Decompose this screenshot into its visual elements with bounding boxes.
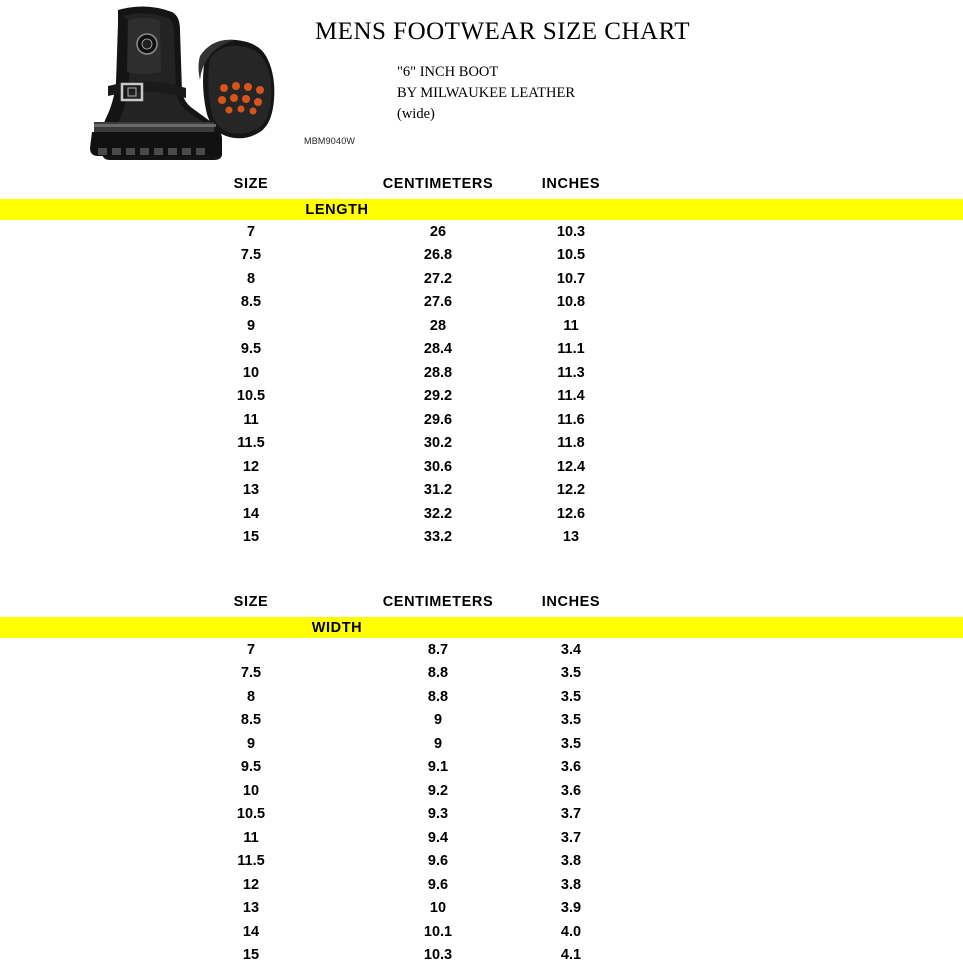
row-pad-right — [618, 638, 963, 662]
cell-inches: 12.6 — [524, 502, 618, 526]
row-pad-right — [618, 826, 963, 850]
table-row — [0, 873, 963, 897]
cell-inches: 10.8 — [524, 291, 618, 315]
cell-size: 9.5 — [150, 338, 352, 362]
band-label-width: WIDTH — [150, 617, 524, 638]
cell-size: 7.5 — [150, 662, 352, 686]
length-band-row — [0, 199, 963, 220]
row-pad-left — [0, 826, 150, 850]
row-pad-left — [0, 432, 150, 456]
cell-centimeters: 9.3 — [352, 803, 524, 827]
row-pad-left — [0, 267, 150, 291]
table-row — [0, 385, 963, 409]
boot-photo — [88, 2, 303, 174]
row-pad-right — [618, 850, 963, 874]
row-pad-left — [0, 850, 150, 874]
cell-centimeters: 26.8 — [352, 244, 524, 268]
row-pad-right — [618, 779, 963, 803]
band-pad-inches — [524, 199, 618, 220]
row-pad-left — [0, 314, 150, 338]
cell-centimeters: 9.2 — [352, 779, 524, 803]
subtitle-block — [397, 62, 900, 125]
table-row — [0, 685, 963, 709]
row-pad-right — [618, 220, 963, 244]
cell-inches: 11.3 — [524, 361, 618, 385]
table-row — [0, 756, 963, 780]
table-row — [0, 502, 963, 526]
row-pad-right — [618, 526, 963, 550]
table-row — [0, 361, 963, 385]
row-pad-left — [0, 803, 150, 827]
model-code: MBM9040W — [304, 136, 355, 146]
cell-centimeters: 27.2 — [352, 267, 524, 291]
cell-inches: 11.4 — [524, 385, 618, 409]
row-pad-right — [618, 502, 963, 526]
cell-centimeters: 8.8 — [352, 662, 524, 686]
page-title: MENS FOOTWEAR SIZE CHART — [300, 18, 705, 46]
row-pad-left — [0, 662, 150, 686]
table-row — [0, 432, 963, 456]
spacer-cell — [618, 594, 963, 617]
cell-size: 14 — [150, 502, 352, 526]
row-pad-left — [0, 779, 150, 803]
cell-size: 8 — [150, 685, 352, 709]
row-pad-left — [0, 385, 150, 409]
subtitle-line-1: "6" INCH BOOT — [397, 62, 900, 83]
row-pad-left — [0, 638, 150, 662]
table-row — [0, 826, 963, 850]
table-row — [0, 338, 963, 362]
table-row — [0, 479, 963, 503]
cell-inches: 3.7 — [524, 803, 618, 827]
cell-centimeters: 29.6 — [352, 408, 524, 432]
column-header-size: SIZE — [150, 594, 352, 617]
table-row — [0, 314, 963, 338]
cell-inches: 3.5 — [524, 662, 618, 686]
band-pad-right — [618, 617, 963, 638]
cell-size: 7 — [150, 220, 352, 244]
cell-centimeters: 8.8 — [352, 685, 524, 709]
table-row — [0, 850, 963, 874]
cell-size: 15 — [150, 944, 352, 967]
table-row — [0, 662, 963, 686]
cell-centimeters: 8.7 — [352, 638, 524, 662]
row-pad-right — [618, 338, 963, 362]
row-pad-left — [0, 756, 150, 780]
cell-size: 10 — [150, 779, 352, 803]
cell-size: 11 — [150, 408, 352, 432]
table-row — [0, 526, 963, 550]
cell-inches: 11 — [524, 314, 618, 338]
row-pad-right — [618, 361, 963, 385]
column-header-inches: INCHES — [524, 594, 618, 617]
cell-centimeters: 26 — [352, 220, 524, 244]
cell-centimeters: 10.3 — [352, 944, 524, 967]
subtitle-line-3: (wide) — [397, 104, 900, 125]
row-pad-left — [0, 526, 150, 550]
title-block — [300, 18, 900, 125]
cell-inches: 12.4 — [524, 455, 618, 479]
row-pad-left — [0, 479, 150, 503]
row-pad-right — [618, 479, 963, 503]
subtitle-line-2: BY MILWAUKEE LEATHER — [397, 83, 900, 104]
row-pad-left — [0, 709, 150, 733]
cell-size: 11.5 — [150, 432, 352, 456]
cell-centimeters: 9 — [352, 732, 524, 756]
band-pad-left — [0, 617, 150, 638]
cell-centimeters: 28.4 — [352, 338, 524, 362]
row-pad-right — [618, 685, 963, 709]
cell-inches: 11.6 — [524, 408, 618, 432]
cell-inches: 3.5 — [524, 709, 618, 733]
column-header-centimeters: CENTIMETERS — [352, 594, 524, 617]
cell-centimeters: 9.4 — [352, 826, 524, 850]
row-pad-right — [618, 267, 963, 291]
table-row — [0, 244, 963, 268]
cell-size: 9 — [150, 314, 352, 338]
length-header-row — [0, 176, 963, 199]
document-header — [0, 0, 963, 176]
cell-size: 13 — [150, 479, 352, 503]
row-pad-right — [618, 244, 963, 268]
table-row — [0, 220, 963, 244]
cell-centimeters: 28 — [352, 314, 524, 338]
spacer-cell — [0, 176, 150, 199]
column-header-centimeters: CENTIMETERS — [352, 176, 524, 199]
row-pad-left — [0, 220, 150, 244]
band-pad-right — [618, 199, 963, 220]
table-row — [0, 638, 963, 662]
row-pad-right — [618, 897, 963, 921]
cell-inches: 3.7 — [524, 826, 618, 850]
row-pad-right — [618, 455, 963, 479]
table-row — [0, 408, 963, 432]
row-pad-left — [0, 361, 150, 385]
band-pad-inches — [524, 617, 618, 638]
row-pad-left — [0, 920, 150, 944]
cell-centimeters: 29.2 — [352, 385, 524, 409]
row-pad-left — [0, 455, 150, 479]
cell-inches: 10.7 — [524, 267, 618, 291]
table-row — [0, 709, 963, 733]
cell-size: 10 — [150, 361, 352, 385]
cell-size: 12 — [150, 455, 352, 479]
row-pad-right — [618, 385, 963, 409]
row-pad-left — [0, 732, 150, 756]
cell-centimeters: 10.1 — [352, 920, 524, 944]
cell-centimeters: 9 — [352, 709, 524, 733]
row-pad-left — [0, 944, 150, 967]
cell-size: 10.5 — [150, 385, 352, 409]
cell-inches: 3.4 — [524, 638, 618, 662]
cell-centimeters: 32.2 — [352, 502, 524, 526]
row-pad-left — [0, 244, 150, 268]
cell-size: 8.5 — [150, 709, 352, 733]
row-pad-right — [618, 408, 963, 432]
cell-inches: 12.2 — [524, 479, 618, 503]
cell-centimeters: 9.1 — [352, 756, 524, 780]
row-pad-left — [0, 685, 150, 709]
cell-centimeters: 33.2 — [352, 526, 524, 550]
cell-centimeters: 30.6 — [352, 455, 524, 479]
cell-inches: 3.6 — [524, 779, 618, 803]
table-row — [0, 897, 963, 921]
cell-centimeters: 30.2 — [352, 432, 524, 456]
column-header-inches: INCHES — [524, 176, 618, 199]
cell-size: 12 — [150, 873, 352, 897]
row-pad-right — [618, 662, 963, 686]
row-pad-right — [618, 920, 963, 944]
row-pad-right — [618, 432, 963, 456]
boots-illustration — [88, 2, 303, 174]
column-header-size: SIZE — [150, 176, 352, 199]
cell-inches: 3.6 — [524, 756, 618, 780]
cell-size: 8 — [150, 267, 352, 291]
cell-inches: 3.9 — [524, 897, 618, 921]
row-pad-left — [0, 873, 150, 897]
length-size-table — [0, 176, 963, 549]
table-row — [0, 779, 963, 803]
width-size-table — [0, 594, 963, 967]
cell-inches: 3.5 — [524, 685, 618, 709]
table-row — [0, 944, 963, 967]
row-pad-right — [618, 944, 963, 967]
table-row — [0, 920, 963, 944]
cell-inches: 3.5 — [524, 732, 618, 756]
cell-size: 15 — [150, 526, 352, 550]
cell-size: 11.5 — [150, 850, 352, 874]
table-row — [0, 291, 963, 315]
cell-size: 9 — [150, 732, 352, 756]
cell-size: 10.5 — [150, 803, 352, 827]
row-pad-left — [0, 897, 150, 921]
row-pad-right — [618, 732, 963, 756]
table-row — [0, 455, 963, 479]
row-pad-right — [618, 314, 963, 338]
cell-inches: 3.8 — [524, 873, 618, 897]
spacer-cell — [0, 594, 150, 617]
table-row — [0, 267, 963, 291]
cell-inches: 3.8 — [524, 850, 618, 874]
row-pad-left — [0, 502, 150, 526]
cell-size: 9.5 — [150, 756, 352, 780]
cell-inches: 11.8 — [524, 432, 618, 456]
cell-inches: 4.1 — [524, 944, 618, 967]
cell-size: 7.5 — [150, 244, 352, 268]
cell-size: 7 — [150, 638, 352, 662]
cell-size: 8.5 — [150, 291, 352, 315]
cell-centimeters: 10 — [352, 897, 524, 921]
section-gap — [0, 549, 963, 594]
cell-inches: 13 — [524, 526, 618, 550]
table-row — [0, 803, 963, 827]
cell-size: 14 — [150, 920, 352, 944]
cell-centimeters: 9.6 — [352, 873, 524, 897]
table-row — [0, 732, 963, 756]
band-label-length: LENGTH — [150, 199, 524, 220]
row-pad-left — [0, 408, 150, 432]
row-pad-right — [618, 756, 963, 780]
row-pad-right — [618, 803, 963, 827]
cell-inches: 10.5 — [524, 244, 618, 268]
cell-inches: 10.3 — [524, 220, 618, 244]
row-pad-left — [0, 291, 150, 315]
cell-centimeters: 9.6 — [352, 850, 524, 874]
cell-size: 11 — [150, 826, 352, 850]
row-pad-right — [618, 709, 963, 733]
width-table-wrap — [0, 594, 963, 967]
length-table-wrap — [0, 176, 963, 549]
cell-inches: 4.0 — [524, 920, 618, 944]
row-pad-right — [618, 291, 963, 315]
width-header-row — [0, 594, 963, 617]
spacer-cell — [618, 176, 963, 199]
width-band-row — [0, 617, 963, 638]
cell-inches: 11.1 — [524, 338, 618, 362]
cell-centimeters: 28.8 — [352, 361, 524, 385]
row-pad-right — [618, 873, 963, 897]
row-pad-left — [0, 338, 150, 362]
cell-size: 13 — [150, 897, 352, 921]
cell-centimeters: 27.6 — [352, 291, 524, 315]
cell-centimeters: 31.2 — [352, 479, 524, 503]
band-pad-left — [0, 199, 150, 220]
